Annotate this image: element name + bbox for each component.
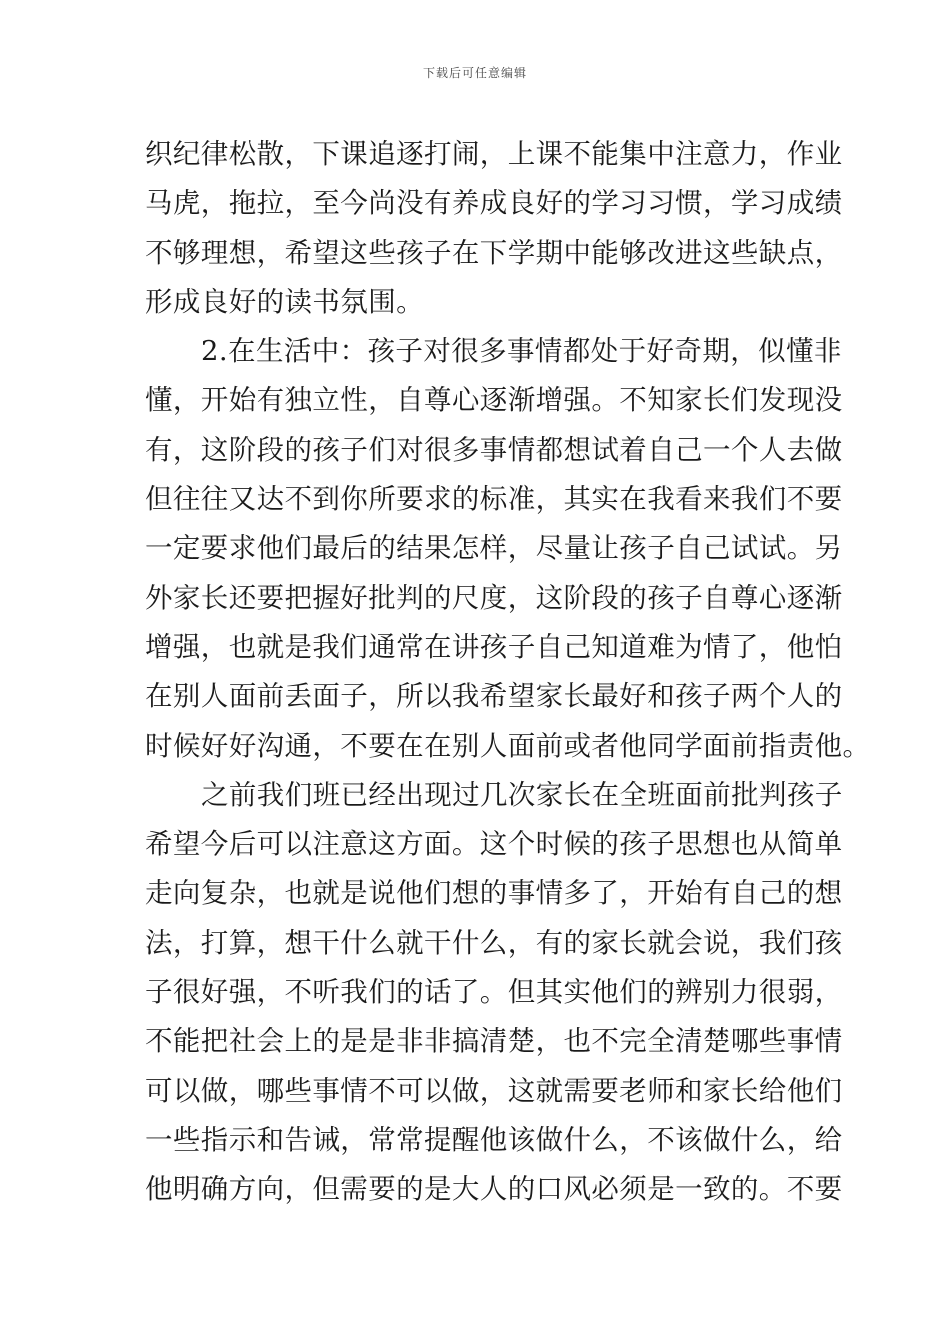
text-line: 不够理想，希望这些孩子在下学期中能够改进这些缺点， (145, 236, 843, 269)
text-line: 外家长还要把握好批判的尺度，这阶段的孩子自尊心逐渐 (145, 581, 843, 614)
text-line: 之前我们班已经出现过几次家长在全班面前批判孩子 (201, 778, 843, 811)
text-line: 不能把社会上的是是非非搞清楚，也不完全清楚哪些事情 (145, 1025, 843, 1058)
text-line: 形成良好的读书氛围。 (145, 285, 424, 318)
text-line: 有，这阶段的孩子们对很多事情都想试着自己一个人去做 (145, 433, 843, 466)
text-line: 但往往又达不到你所要求的标准，其实在我看来我们不要 (145, 483, 843, 516)
document-body (145, 130, 871, 1215)
text-line: 一些指示和告诫，常常提醒他该做什么，不该做什么，给 (145, 1123, 843, 1156)
text-line: 他明确方向，但需要的是大人的口风必须是一致的。不要 (145, 1173, 843, 1206)
paragraph-2 (145, 327, 871, 771)
text-line: 希望今后可以注意这方面。这个时候的孩子思想也从简单 (145, 828, 843, 861)
text-line: 懂，开始有独立性，自尊心逐渐增强。不知家长们发现没 (145, 384, 843, 417)
text-line: 时候好好沟通，不要在在别人面前或者他同学面前指责他。 (145, 729, 871, 762)
text-line: 法，打算，想干什么就干什么，有的家长就会说，我们孩 (145, 926, 843, 959)
paragraph-3 (145, 771, 843, 1215)
text-line: 走向复杂，也就是说他们想的事情多了，开始有自己的想 (145, 877, 843, 910)
text-line: 织纪律松散，下课追逐打闹，上课不能集中注意力，作业 (145, 138, 843, 170)
text-line: 2.在生活中：孩子对很多事情都处于好奇期，似懂非 (201, 335, 842, 368)
text-line: 马虎，拖拉，至今尚没有养成良好的学习习惯，学习成绩 (145, 187, 843, 220)
text-line: 一定要求他们最后的结果怎样，尽量让孩子自己试试。另 (145, 532, 843, 565)
text-line: 子很好强，不听我们的话了。但其实他们的辨别力很弱， (145, 976, 843, 1009)
text-line: 在别人面前丢面子，所以我希望家长最好和孩子两个人的 (145, 680, 843, 713)
paragraph-1 (145, 130, 843, 327)
page-header: 下载后可任意编辑 (422, 66, 527, 80)
text-line: 可以做，哪些事情不可以做，这就需要老师和家长给他们 (145, 1074, 843, 1107)
text-line: 增强，也就是我们通常在讲孩子自己知道难为情了，他怕 (145, 630, 843, 663)
